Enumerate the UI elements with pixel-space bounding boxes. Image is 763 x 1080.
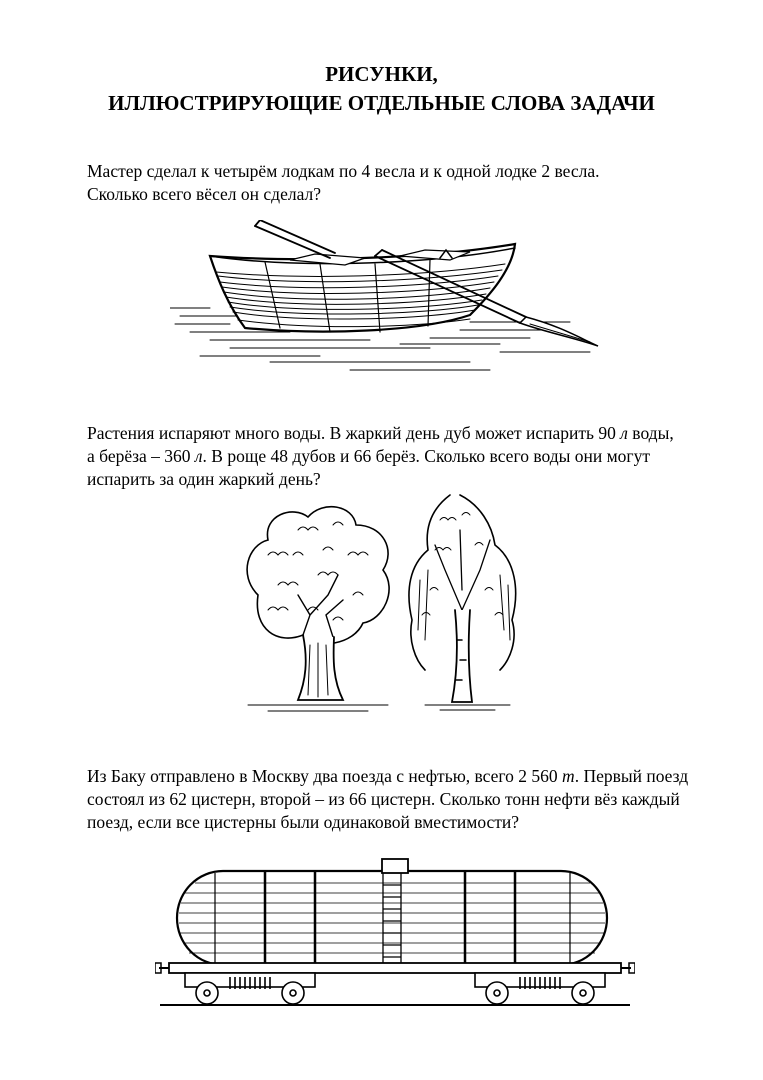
problem-3-text [87,765,717,834]
birch-trunk [452,610,472,702]
problem-3-line-3: поезд, если все цистерны были одинаковой вместимости? [87,812,520,832]
problem-1-text [87,160,717,206]
page-title-line-1: РИСУНКИ, [325,62,438,86]
bogie-right [475,973,605,1004]
problem-3-line-1: Из Баку отправлено в Москву два поезда с нефтью, всего 2 560 т. Первый поезд [87,766,689,786]
problem-1-line-2: Сколько всего вёсел он сделал? [87,184,322,204]
tank-dome [382,859,408,873]
rowboat-illustration [170,220,610,380]
page-title-line-2: ИЛЛЮСТРИРУЮЩИЕ ОТДЕЛЬНЫЕ СЛОВА ЗАДАЧИ [108,91,655,115]
bogie-left [185,973,315,1004]
underframe [169,963,621,973]
ground [248,705,388,711]
problem-2-line-1: Растения испаряют много воды. В жаркий день дуб может испарить 90 л воды, [87,423,674,443]
tank-car-illustration [155,855,635,1015]
problem-1-line-1: Мастер сделал к четырём лодкам по 4 весла и к одной лодке 2 весла. [87,161,600,181]
oar-1 [255,220,335,258]
problem-2-line-3: испарить за один жаркий день? [87,469,321,489]
birch-tree-illustration [400,490,525,720]
problem-2-line-2: а берёза – 360 л. В роще 48 дубов и 66 берёз. Сколько всего воды они могут [87,446,651,466]
oak-trunk [298,635,343,700]
oak-tree-illustration [238,495,398,720]
oar-blade [520,317,598,346]
problem-2-text [87,422,717,491]
problem-3-line-2: состоял из 62 цистерн, второй – из 66 цистерн. Сколько тонн нефти вёз каждый [87,789,680,809]
